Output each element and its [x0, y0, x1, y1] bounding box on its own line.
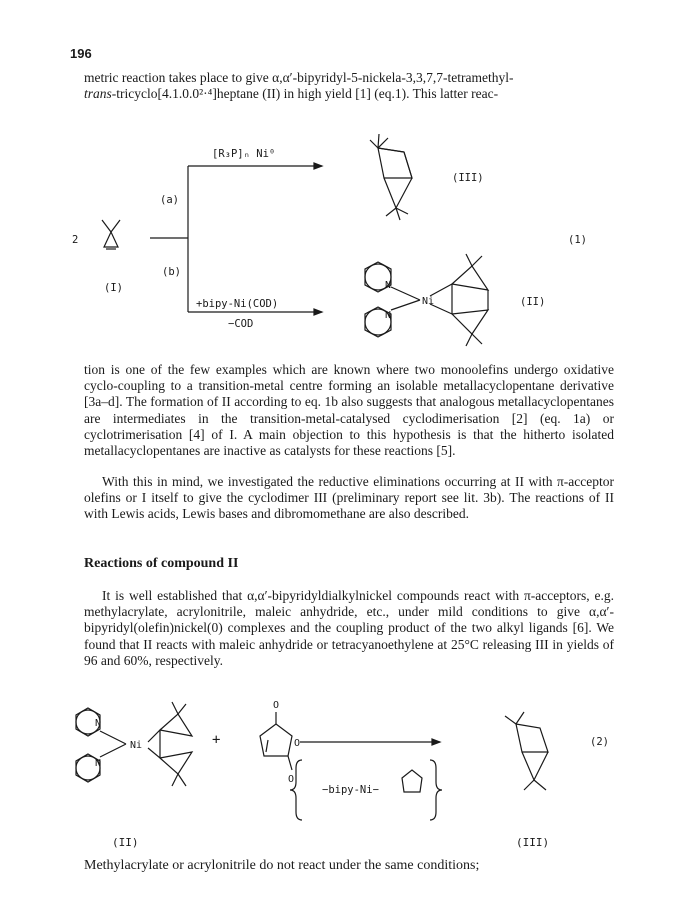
coefficient: 2	[72, 234, 79, 246]
compound-III-product	[505, 712, 548, 790]
atom-N-3: N	[95, 718, 102, 729]
atom-Ni-2: Ni	[130, 740, 143, 751]
scheme2-label-III: (III)	[516, 836, 550, 849]
body-paragraph-2: With this in mind, we investigated the reductive eliminations occurring at II with π-acceptor olefins or I itself to give the cyclodimer III (preliminary report see lit. 3b). The reactions of II with Lewis acids, Lewis bases and dibromomethane are also described.	[84, 474, 614, 522]
intro-line-2-rest: -tricyclo[4.1.0.0²·⁴]heptane (II) in high yield [1] (eq.1). This latter reac-	[111, 86, 499, 102]
atom-N-1: N	[385, 280, 392, 291]
page-number: 196	[70, 46, 92, 61]
scheme2-label-II: (II)	[112, 836, 139, 849]
byproduct-b: −COD	[228, 318, 254, 330]
compound-III-label: (III)	[452, 172, 484, 184]
reagent-a: [R₃P]ₙ Ni⁰	[212, 148, 276, 160]
atom-N-4: N	[95, 758, 102, 769]
intro-line-1: metric reaction takes place to give α,α′-bipyridyl-5-nickela-3,3,7,7-tetramethyl-	[84, 70, 514, 85]
atom-Ni: Ni	[422, 296, 435, 307]
body-paragraph-1: tion is one of the few examples which are known where two monoolefins undergo oxidative cyclo-coupling to a transition-metal centre forming an isolable metallacyclopentane derivative [3a–d]. The formation of II according to eq. 1b also suggests that analogous metallacyclopentanes are intermediates in the transition-metal-catalysed cyclodimerisation [2] (eq. 1a) or cyclotrimerisation [4] of I. A main objection to this hypothesis is that the hitherto isolated metallacyclopentanes are inactive as catalysts for these reactions [5].	[84, 362, 614, 459]
compound-II-label: (II)	[520, 296, 546, 308]
byproduct-2: −bipy-Ni−	[322, 784, 379, 796]
branch-b-label: (b)	[162, 266, 181, 278]
atom-O-1: O	[273, 700, 280, 711]
compound-I-structure	[102, 220, 120, 249]
trans-prefix: trans	[84, 86, 112, 102]
maleic-anhydride-structure	[260, 712, 292, 770]
atom-N-2: N	[385, 310, 392, 321]
compound-I-label: (I)	[104, 282, 123, 294]
last-line: Methylacrylate or acrylonitrile do not react under the same conditions;	[84, 858, 480, 873]
branch-a-label: (a)	[160, 194, 179, 206]
reagent-b: +bipy-Ni(COD)	[196, 298, 279, 310]
section-heading: Reactions of compound II	[84, 556, 239, 571]
compound-III-structure	[370, 134, 412, 220]
equation-number-2: (2)	[590, 736, 609, 748]
equation-number-1: (1)	[568, 234, 587, 246]
atom-O-2: O	[294, 738, 301, 749]
atom-O-3: O	[288, 774, 295, 785]
body-paragraph-3: It is well established that α,α′-bipyridyldialkylnickel compounds react with π-acceptors, e.g. methylacrylate, acrylonitrile, maleic anhydride, etc., under mild conditions to give α,α′-bipyridyl(olefin)nickel(0) complexes and the coupling product of the two alkyl ligands [6]. We found that II reacts with maleic anhydride or tetracyanoethylene at 25°C releasing III in yields of 96 and 60%, respectively.	[84, 588, 614, 668]
plus-sign: +	[212, 732, 221, 748]
